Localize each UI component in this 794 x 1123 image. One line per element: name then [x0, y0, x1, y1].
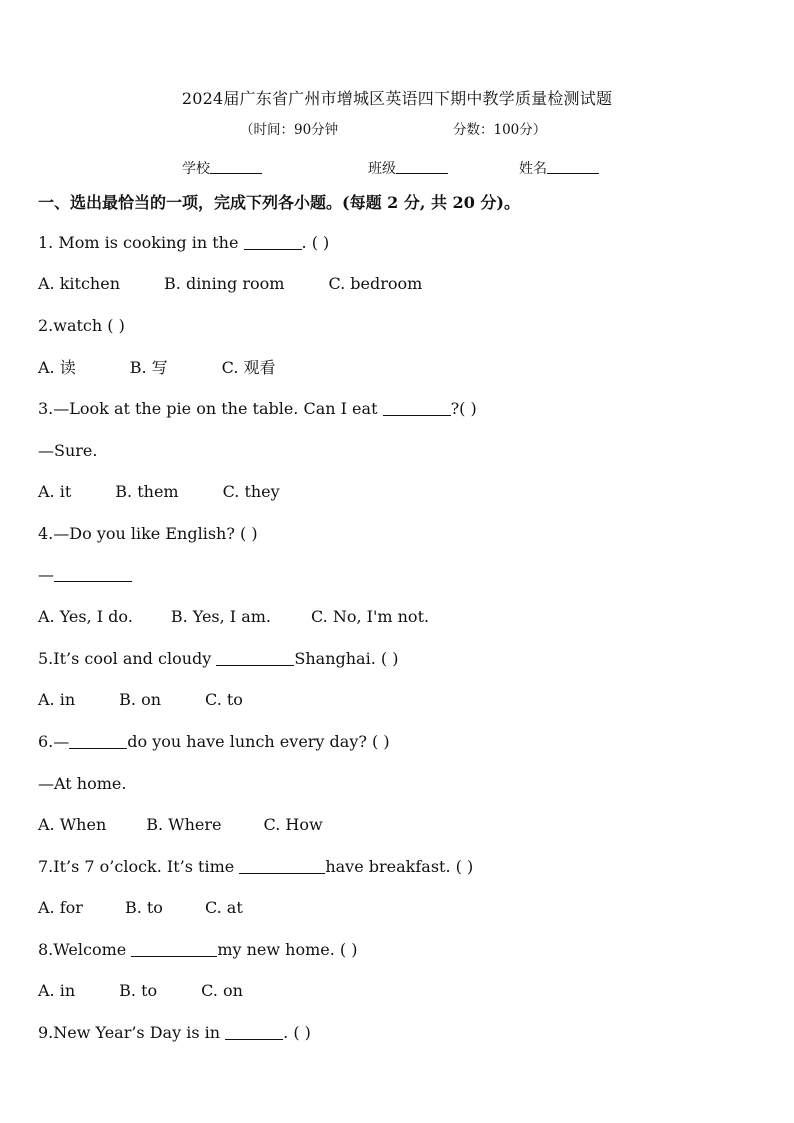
class-blank[interactable]: [396, 159, 448, 174]
option-a[interactable]: A. 读: [38, 358, 76, 377]
answer-blank[interactable]: [244, 234, 302, 250]
question-text: 4.—Do you like English? ( ): [38, 524, 258, 543]
option-a[interactable]: A. in: [38, 690, 76, 709]
school-field: [182, 158, 262, 178]
question-text: . ( ): [283, 1023, 311, 1042]
options-7: [38, 898, 243, 918]
option-c[interactable]: C. at: [204, 898, 243, 917]
option-c[interactable]: C. to: [205, 690, 243, 709]
answer-blank[interactable]: [216, 650, 294, 666]
option-c[interactable]: C. they: [222, 482, 280, 501]
question-6: [38, 732, 390, 752]
options-8: [38, 981, 243, 1001]
question-text: 6.—: [38, 732, 70, 751]
section-heading: 一、选出最恰当的一项，完成下列各小题。(每题 2 分, 共 20 分)。: [38, 193, 520, 212]
question-text: 3.—Look at the pie on the table. Can I eat: [38, 399, 383, 418]
option-b[interactable]: B. 写: [129, 358, 168, 377]
option-a[interactable]: A. for: [38, 898, 83, 917]
option-b[interactable]: B. them: [115, 482, 179, 501]
exam-meta: [240, 118, 547, 138]
answer-blank[interactable]: [54, 566, 132, 582]
option-b[interactable]: B. Where: [146, 815, 222, 834]
options-4: [38, 607, 429, 627]
answer-blank[interactable]: [225, 1024, 283, 1040]
name-blank[interactable]: [547, 159, 599, 174]
options-1: [38, 274, 422, 294]
answer-blank[interactable]: [239, 858, 325, 874]
option-a[interactable]: A. it: [38, 482, 72, 501]
question-text: . ( ): [301, 233, 330, 252]
name-field: [519, 158, 599, 178]
question-text: 1. Mom is cooking in the: [38, 233, 244, 252]
question-2: [38, 316, 125, 336]
answer-blank[interactable]: [69, 733, 127, 749]
option-c[interactable]: C. 观看: [221, 358, 276, 377]
question-9: [38, 1023, 311, 1043]
score-label: 分数：100分）: [453, 122, 547, 138]
question-3: [38, 399, 477, 419]
options-5: [38, 690, 243, 710]
question-text: Shanghai. ( ): [294, 649, 399, 668]
time-label: （时间：90分钟: [240, 122, 339, 138]
reply-4: [38, 565, 132, 585]
question-text: 7.It’s 7 o’clock. It’s time: [38, 857, 240, 876]
options-6: [38, 815, 323, 835]
school-label: 学校: [182, 161, 210, 177]
question-text: do you have lunch every day? ( ): [127, 732, 390, 751]
answer-blank[interactable]: [383, 400, 451, 416]
question-7: [38, 857, 473, 877]
answer-blank[interactable]: [131, 941, 217, 957]
option-b[interactable]: B. on: [119, 690, 162, 709]
question-text: have breakfast. ( ): [325, 857, 474, 876]
reply-dash: —: [38, 565, 54, 584]
class-field: [368, 158, 448, 178]
option-a[interactable]: A. in: [38, 981, 76, 1000]
class-label: 班级: [368, 161, 396, 177]
question-8: [38, 940, 357, 960]
question-text: ?( ): [450, 399, 477, 418]
question-text: 8.Welcome: [38, 940, 132, 959]
question-text: 9.New Year’s Day is in: [38, 1023, 226, 1042]
option-c[interactable]: C. No, I'm not.: [311, 607, 430, 626]
question-text: 2.watch ( ): [38, 316, 125, 335]
reply-3: —Sure.: [38, 441, 98, 460]
option-b[interactable]: B. Yes, I am.: [170, 607, 271, 626]
option-a[interactable]: A. When: [38, 815, 107, 834]
question-text: 5.It’s cool and cloudy: [38, 649, 217, 668]
name-label: 姓名: [519, 161, 547, 177]
school-blank[interactable]: [210, 159, 262, 174]
question-1: [38, 233, 329, 253]
option-b[interactable]: B. to: [119, 981, 158, 1000]
question-4: [38, 524, 258, 544]
question-5: [38, 649, 398, 669]
option-b[interactable]: B. dining room: [164, 274, 285, 293]
page-title: 2024届广东省广州市增城区英语四下期中教学质量检测试题: [181, 89, 613, 108]
option-a[interactable]: A. kitchen: [38, 274, 121, 293]
reply-6: —At home.: [38, 774, 127, 793]
options-3: [38, 482, 280, 502]
question-text: my new home. ( ): [217, 940, 358, 959]
option-c[interactable]: C. How: [263, 815, 323, 834]
option-a[interactable]: A. Yes, I do.: [38, 607, 133, 626]
option-c[interactable]: C. on: [201, 981, 243, 1000]
options-2: [38, 358, 276, 378]
option-b[interactable]: B. to: [124, 898, 163, 917]
option-c[interactable]: C. bedroom: [328, 274, 423, 293]
